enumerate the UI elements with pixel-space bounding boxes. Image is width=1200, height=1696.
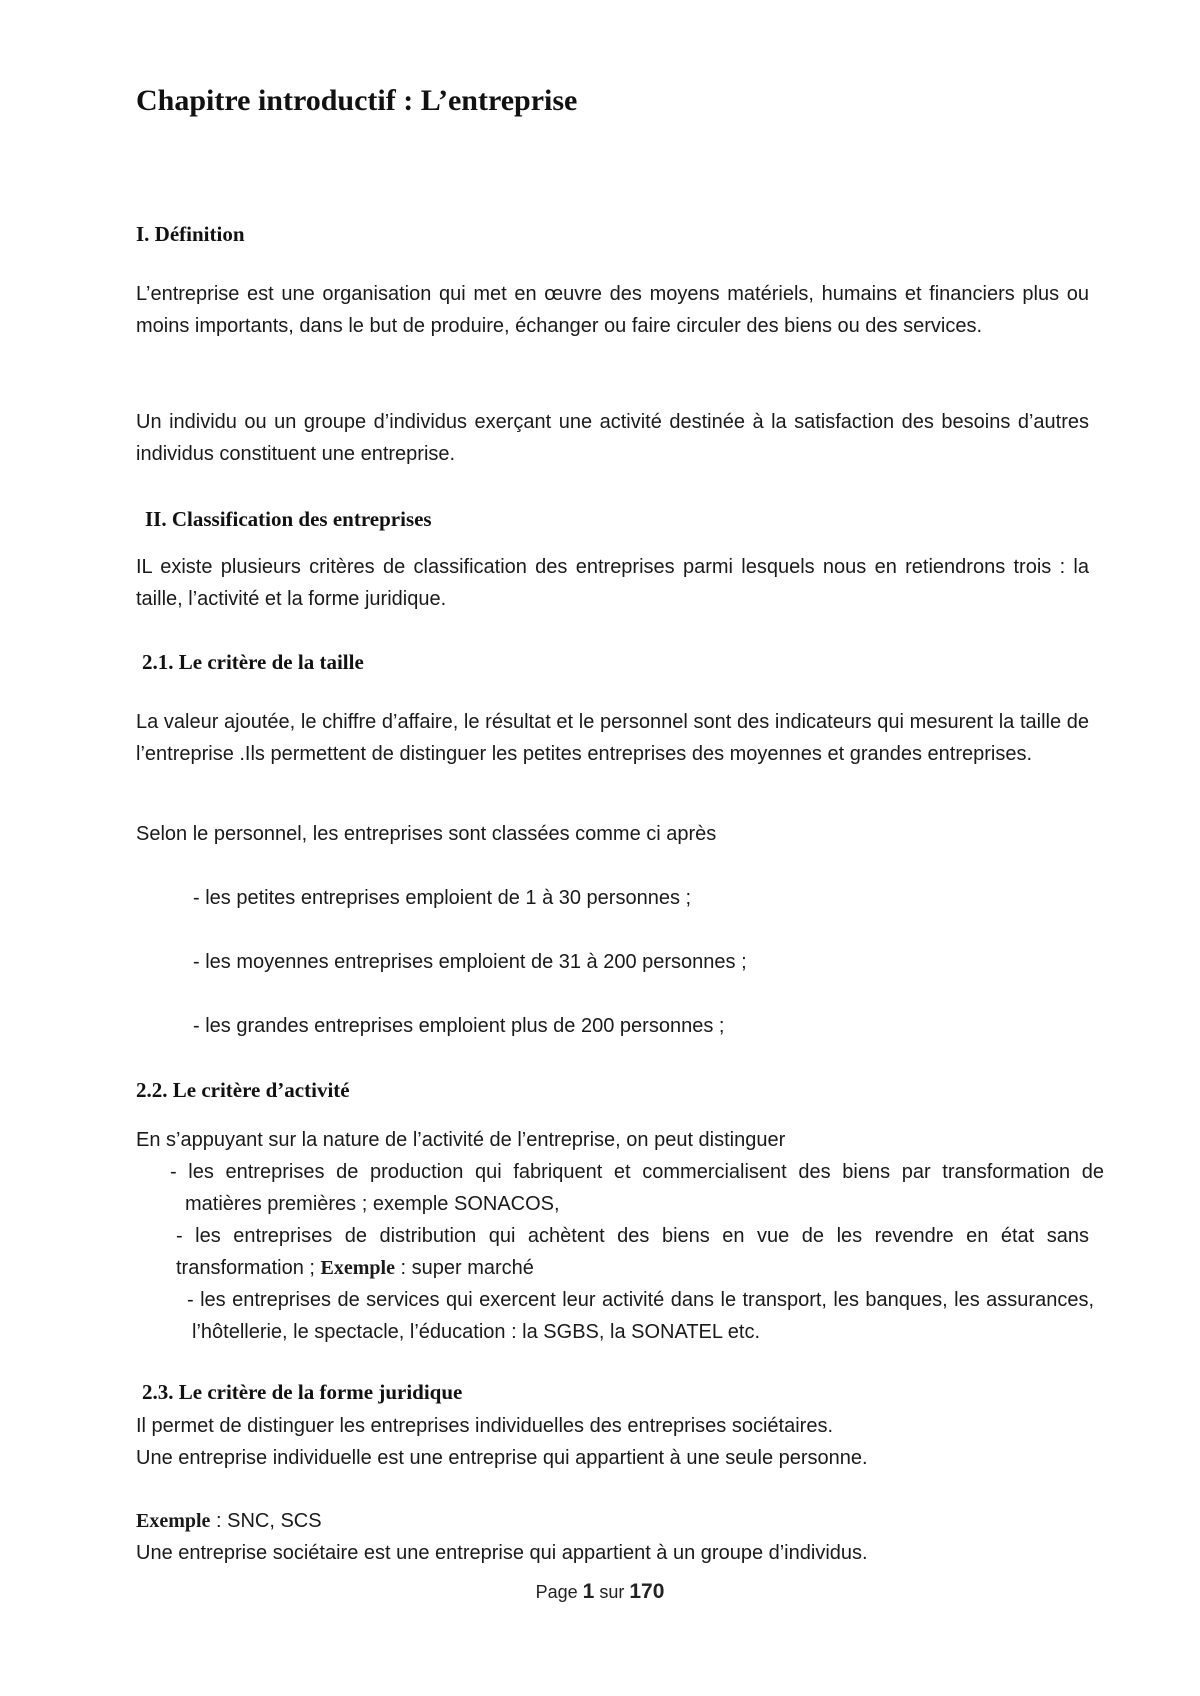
section-heading-classification: II. Classification des entreprises xyxy=(145,507,432,531)
forme-example-value: : SNC, SCS xyxy=(210,1510,322,1532)
list-item-grandes: - les grandes entreprises emploient plus de 200 personnes ; xyxy=(193,1015,725,1037)
footer-page-total: 170 xyxy=(629,1580,665,1603)
subsection-heading-taille: 2.1. Le critère de la taille xyxy=(142,650,364,674)
distribution-example-label: Exemple xyxy=(320,1257,395,1279)
page-footer xyxy=(0,1580,1200,1604)
chapter-title: Chapitre introductif : L’entreprise xyxy=(136,84,578,117)
list-item-petites: - les petites entreprises emploient de 1 à 30 personnes ; xyxy=(193,887,692,909)
footer-page-word: Page xyxy=(535,1582,578,1602)
footer-page-number: 1 xyxy=(582,1580,595,1603)
subsection-heading-activite: 2.2. Le critère d’activité xyxy=(136,1078,350,1102)
definition-paragraph-2: Un individu ou un groupe d’individus exerçant une activité destinée à la satisfaction des besoins d’autres individus constituent une entreprise. xyxy=(136,411,1089,465)
forme-line-2: Une entreprise individuelle est une entreprise qui appartient à une seule personne. xyxy=(136,1447,868,1469)
activite-item-distribution xyxy=(176,1220,1089,1284)
forme-example-label: Exemple xyxy=(136,1510,211,1532)
activite-item-production: - les entreprises de production qui fabriquent et commercialisent des biens par transformation de matières premières ; exemple SONACOS, xyxy=(170,1161,1104,1215)
section-heading-definition: I. Définition xyxy=(136,222,245,246)
classification-paragraph: IL existe plusieurs critères de classification des entreprises parmi lesquels nous en retiendrons trois : la taille, l’activité et la forme juridique. xyxy=(136,556,1089,610)
activite-intro-line: En s’appuyant sur la nature de l’activité de l’entreprise, on peut distinguer xyxy=(136,1129,786,1151)
forme-example xyxy=(136,1505,322,1537)
footer-of-word: sur xyxy=(599,1582,625,1602)
activite-item-services: - les entreprises de services qui exercent leur activité dans le transport, les banques, les assurances, l’hôtellerie, le spectacle, l’éducation : la SGBS, la SONATEL etc. xyxy=(187,1289,1094,1343)
subsection-heading-forme-juridique: 2.3. Le critère de la forme juridique xyxy=(142,1380,463,1404)
taille-paragraph: La valeur ajoutée, le chiffre d’affaire, le résultat et le personnel sont des indicateurs qui mesurent la taille de l’entreprise .Ils permettent de distinguer les petites entreprises des moyennes et grandes entreprises. xyxy=(136,711,1089,765)
forme-line-1: Il permet de distinguer les entreprises individuelles des entreprises sociétaires. xyxy=(136,1415,834,1437)
definition-paragraph-1: L’entreprise est une organisation qui met en œuvre des moyens matériels, humains et financiers plus ou moins importants, dans le but de produire, échanger ou faire circuler des biens ou des services. xyxy=(136,283,1089,337)
list-item-moyennes: - les moyennes entreprises emploient de 31 à 200 personnes ; xyxy=(193,951,747,973)
distribution-example-value: : super marché xyxy=(394,1257,534,1279)
forme-line-3: Une entreprise sociétaire est une entreprise qui appartient à un groupe d’individus. xyxy=(136,1542,868,1564)
taille-intro-line: Selon le personnel, les entreprises sont classées comme ci après xyxy=(136,823,717,845)
distribution-text: - les entreprises de distribution qui achètent des biens en vue de les revendre en état sans transformation ; xyxy=(176,1225,1089,1279)
